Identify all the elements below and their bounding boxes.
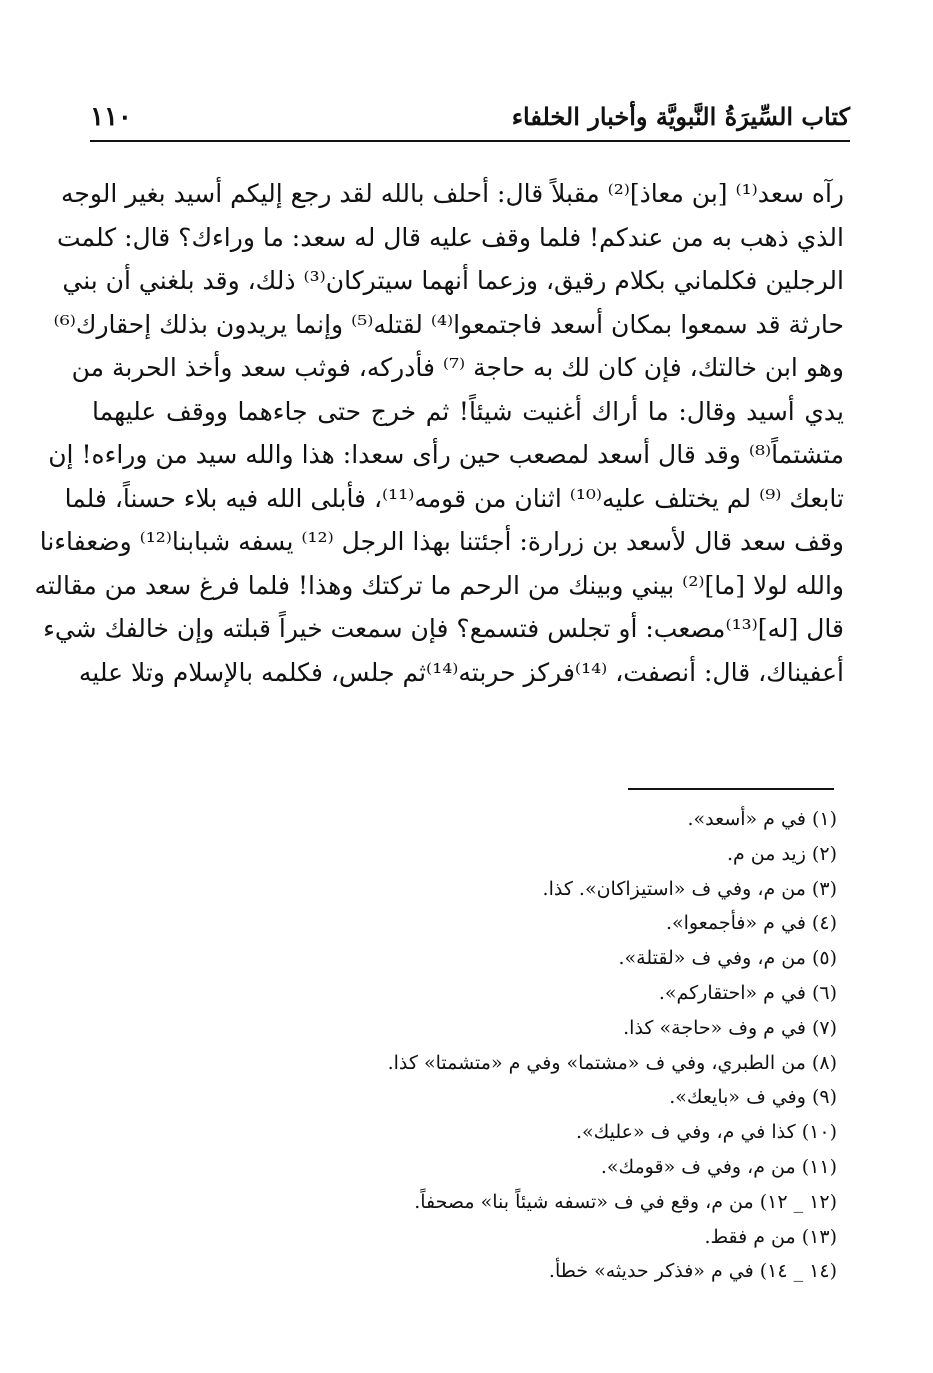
footnote: (٨) من الطبري، وفي ف «مشتما» وفي م «متشمتا» كذا.	[387, 1051, 837, 1074]
footnote: (١) في م «أسعد».	[687, 808, 837, 830]
text-line: حارثة قد سمعوا بمكان أسعد فاجتمعوا⁽⁴⁾ لقتله⁽⁵⁾ وإنما يريدون بذلك إحقارك⁽⁶⁾	[53, 309, 844, 339]
footnote: (٣) من م، وفي ف «استيزاكان». كذا.	[542, 877, 837, 900]
footnote: (١٣) من م فقط.	[704, 1225, 837, 1248]
footnote: (٩) وفي ف «بايعك».	[669, 1086, 837, 1109]
footnote: (٤) في م «فأجمعوا».	[665, 912, 837, 935]
text-line: وقف سعد قال لأسعد بن زرارة: أجئتنا بهذا الرجل ⁽¹²⁾ يسفه شبابنا⁽¹²⁾ وضعفاءنا	[39, 527, 844, 556]
footnote: (٥) من م، وفي ف «لقتلة».	[618, 947, 837, 970]
footnote: (١٤ _ ١٤) في م «فذكر حديثه» خطأ.	[548, 1260, 837, 1283]
footnote: (١٠) كذا في م، وفي ف «عليك».	[575, 1121, 837, 1144]
text-line: تابعك ⁽⁹⁾ لم يختلف عليه⁽¹⁰⁾ اثنان من قومه⁽¹¹⁾، فأبلى الله فيه بلاء حسناً، فلما	[64, 483, 844, 513]
footnote: (١١) من م، وفي ف «قومك».	[600, 1155, 837, 1178]
main-text	[34, 172, 844, 694]
text-line: متشتماً⁽⁸⁾ وقد قال أسعد لمصعب حين رأى سعدا: هذا والله سيد من وراءه! إن	[48, 440, 844, 469]
text-line: الرجلين فكلماني بكلام رقيق، وزعما أنهما سيتركان⁽³⁾ ذلك، وقد بلغني أن بني	[62, 266, 844, 295]
running-title: كتاب السِّيرَةُ النَّبويَّة وأخبار الخلفاء	[511, 102, 850, 131]
text-line: يدي أسيد وقال: ما أراك أغنيت شيئاً! ثم خرج حتى جاءهما ووقف عليهما	[92, 396, 844, 426]
text-line: الذي ذهب به من عندكم! فلما وقف عليه قال له سعد: ما وراءك؟ قال: كلمت	[56, 222, 844, 252]
header-rule	[90, 140, 850, 142]
text-line: وهو ابن خالتك، فإن كان لك به حاجة ⁽⁷⁾ فأدركه، فوثب سعد وأخذ الحربة من	[71, 353, 844, 382]
text-line: والله لولا [ما]⁽²⁾ بيني وبينك من الرحم ما تركتك وهذا! فلما فرغ سعد من مقالته	[34, 570, 844, 600]
footnote: (٦) في م «احتقاركم».	[658, 981, 837, 1004]
footnote: (٧) في م وف «حاجة» كذا.	[623, 1016, 837, 1039]
footnote: (١٢ _ ١٢) من م، وقع في ف «تسفه شيئاً بنا» مصحفاً.	[414, 1190, 837, 1213]
footnotes-list	[317, 802, 837, 1289]
footnote: (٢) زيد من م.	[726, 842, 837, 865]
footnote-separator	[628, 788, 834, 790]
page-header	[90, 100, 850, 136]
page-number: ١١٠	[90, 102, 132, 132]
text-line: رآه سعد⁽¹⁾ [بن معاذ]⁽²⁾ مقبلاً قال: أحلف بالله لقد رجع إليكم أسيد بغير الوجه	[61, 179, 844, 208]
text-line: أعفيناك، قال: أنصفت، ⁽¹⁴⁾فركز حربته⁽¹⁴⁾ثم جلس، فكلمه بالإسلام وتلا عليه	[78, 657, 844, 687]
text-line: قال [له]⁽¹³⁾مصعب: أو تجلس فتسمع؟ فإن سمعت خيراً قبلته وإن خالفك شيء	[43, 614, 844, 643]
